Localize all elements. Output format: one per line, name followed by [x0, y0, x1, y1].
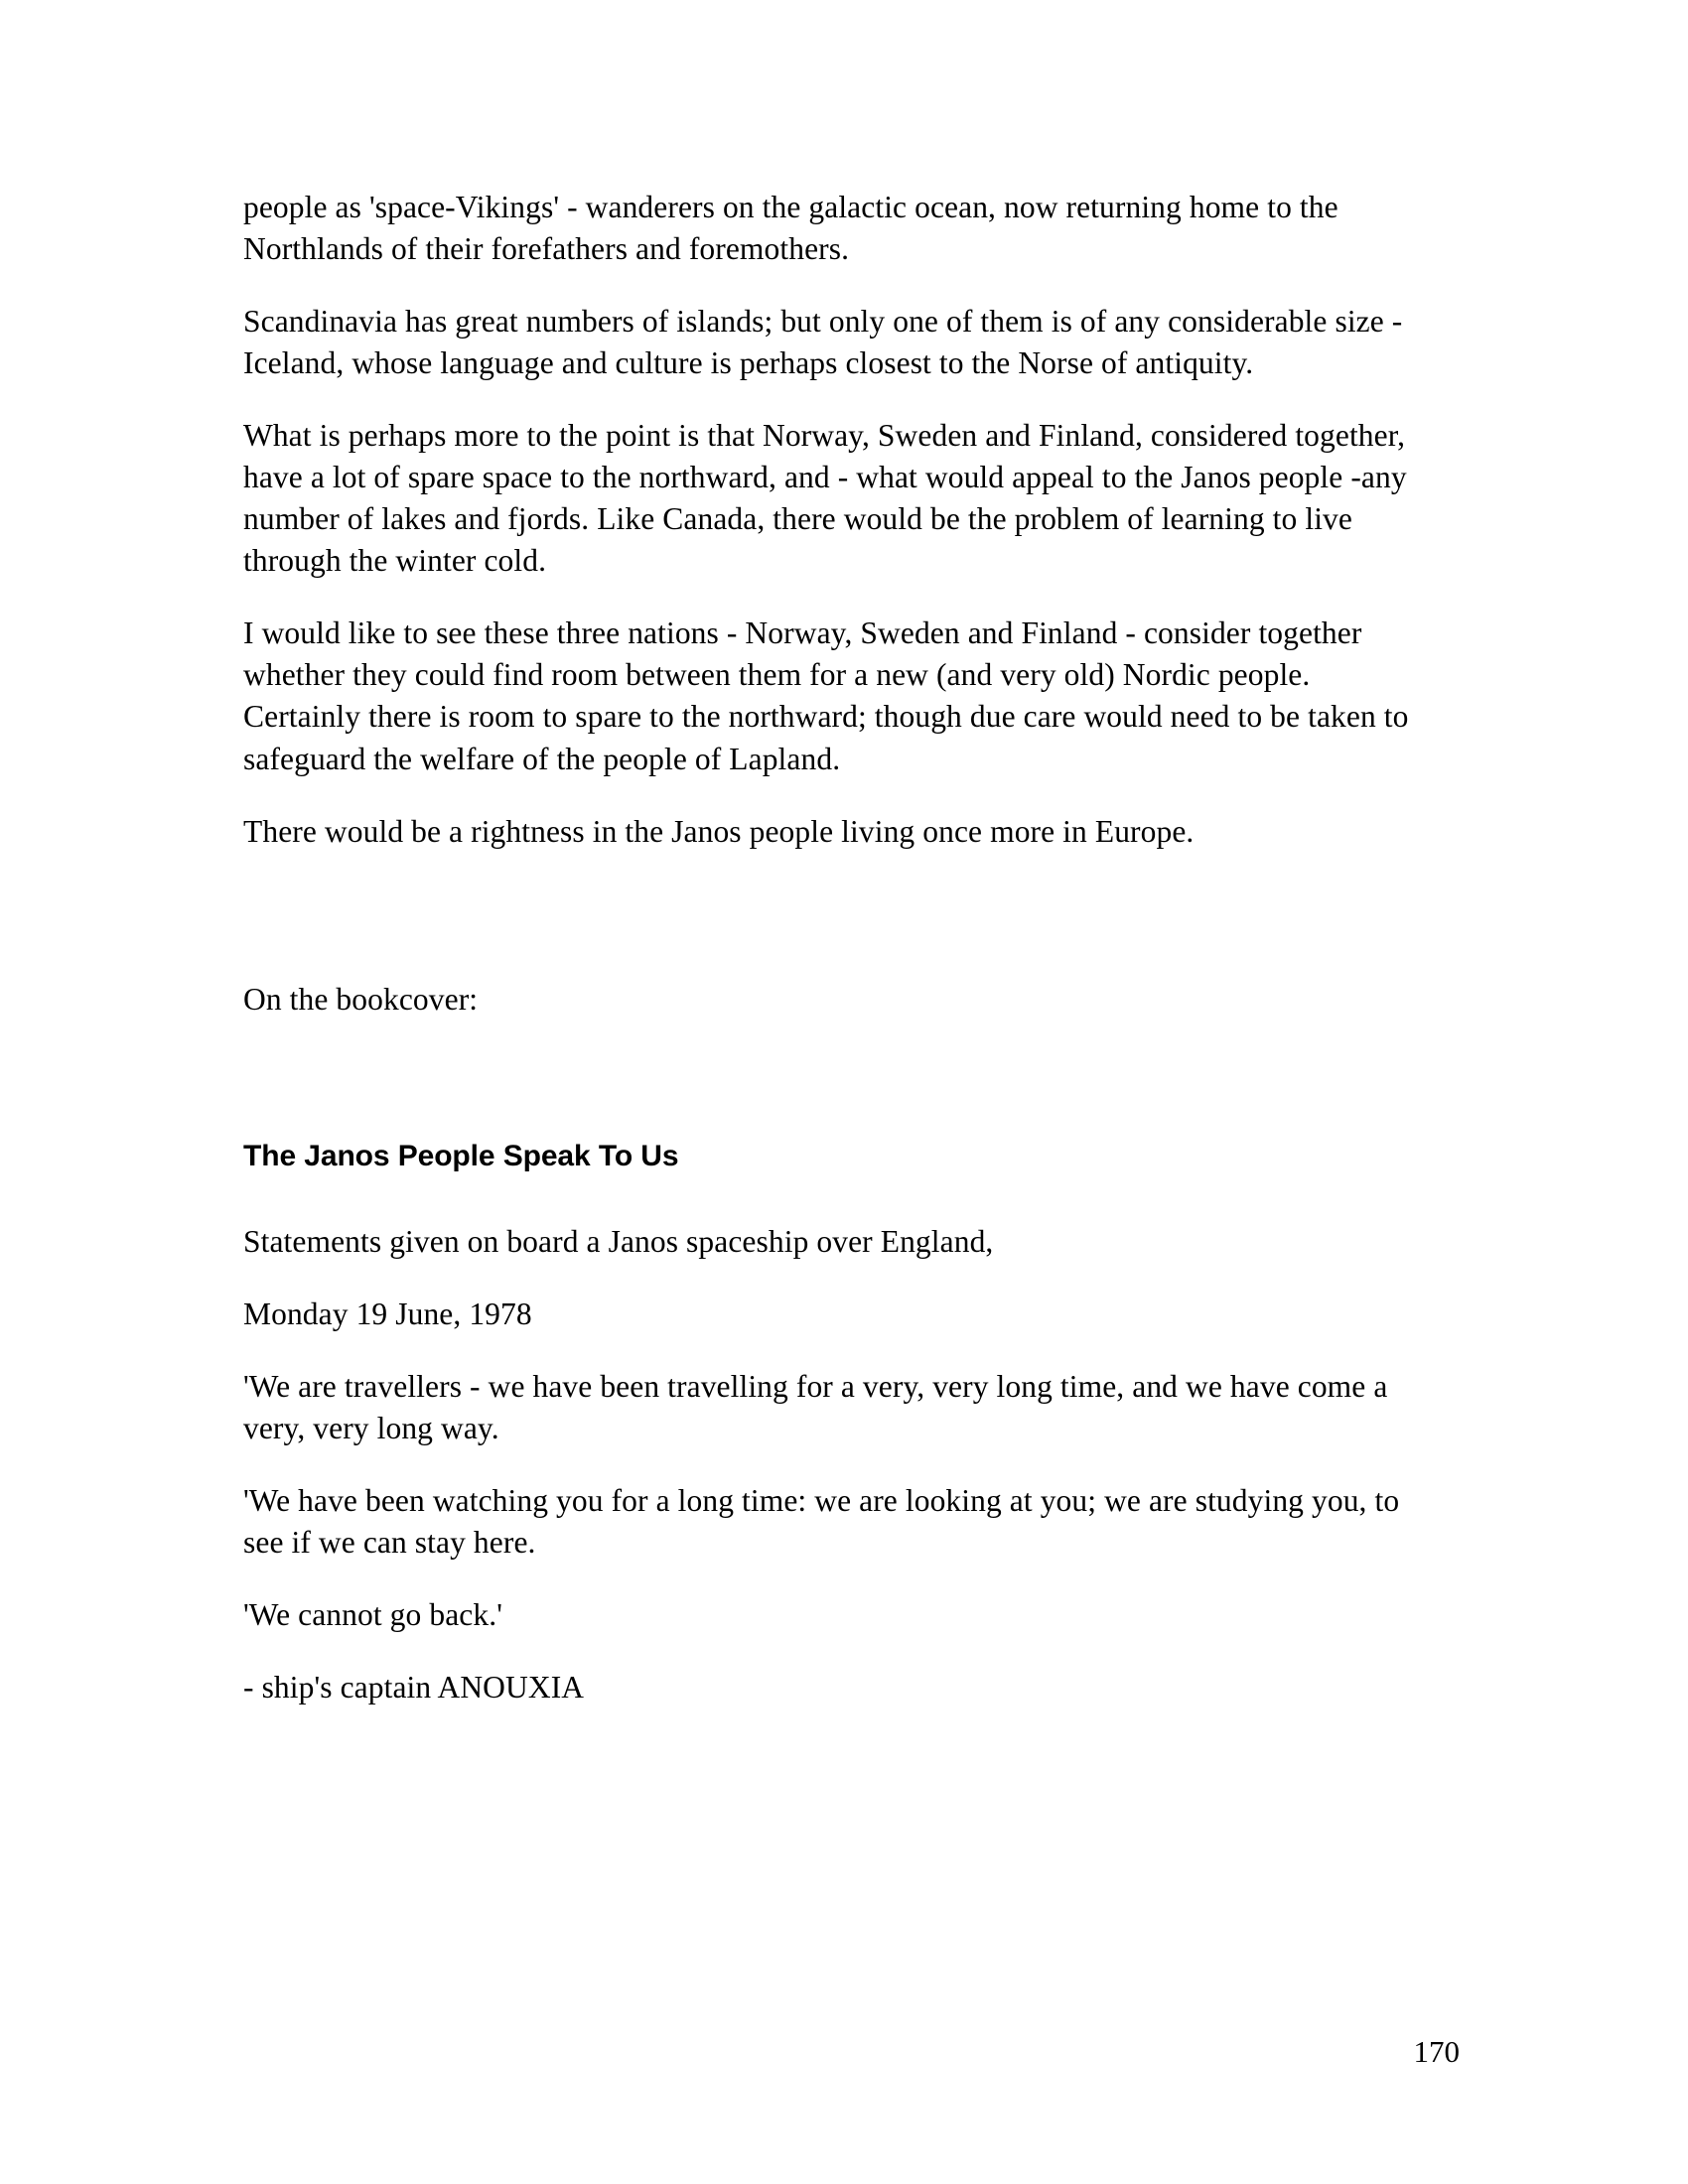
- paragraph-quote-travellers: 'We are travellers - we have been travelling for a very, very long time, and we have come a very, very long way.: [243, 1368, 1388, 1445]
- paragraph-norway-sweden-finland: What is perhaps more to the point is that Norway, Sweden and Finland, considered together, have a lot of spare space to the northward, and - what would appeal to the Janos people -any number of lakes and fjords. Like Canada, there would be the problem of learning to live through the winter cold.: [243, 418, 1407, 579]
- paragraph-attribution-ship-captain: - ship's captain ANOUXIA: [243, 1669, 585, 1705]
- paragraph-quote-watching: 'We have been watching you for a long time: we are looking at you; we are studying you, to see if we can stay here.: [243, 1482, 1400, 1560]
- paragraph-statements-given: Statements given on board a Janos spaceship over England,: [243, 1223, 994, 1259]
- paragraph-space-vikings: people as 'space-Vikings' - wanderers on the galactic ocean, now returning home to the Northlands of their forefathers and foremothers.: [243, 190, 1338, 267]
- page-number: 170: [1413, 2034, 1460, 2069]
- section-heading-janos-people-speak-to-us: The Janos People Speak To Us: [243, 1139, 679, 1172]
- paragraph-rightness: There would be a rightness in the Janos people living once more in Europe.: [243, 813, 1195, 849]
- paragraph-scandinavia: Scandinavia has great numbers of islands; but only one of them is of any considerable size - Iceland, whose language and culture is perhaps closest to the Norse of antiquity.: [243, 304, 1403, 381]
- paragraph-date: Monday 19 June, 1978: [243, 1296, 532, 1331]
- page-content: [243, 187, 1435, 1739]
- section-gap-before-heading: [243, 1051, 1435, 1137]
- paragraph-three-nations: I would like to see these three nations - Norway, Sweden and Finland - consider together whether they could find room between them for a new (and very old) Nordic people. Certainly there is room to spare to the northward; though due care would need to be taken to safeguard the welfare of the people of Lapland.: [243, 615, 1409, 776]
- paragraph-quote-cannot-go-back: 'We cannot go back.': [243, 1596, 502, 1632]
- section-gap-before-bookcover: [243, 884, 1435, 979]
- paragraph-on-the-bookcover: On the bookcover:: [243, 981, 479, 1017]
